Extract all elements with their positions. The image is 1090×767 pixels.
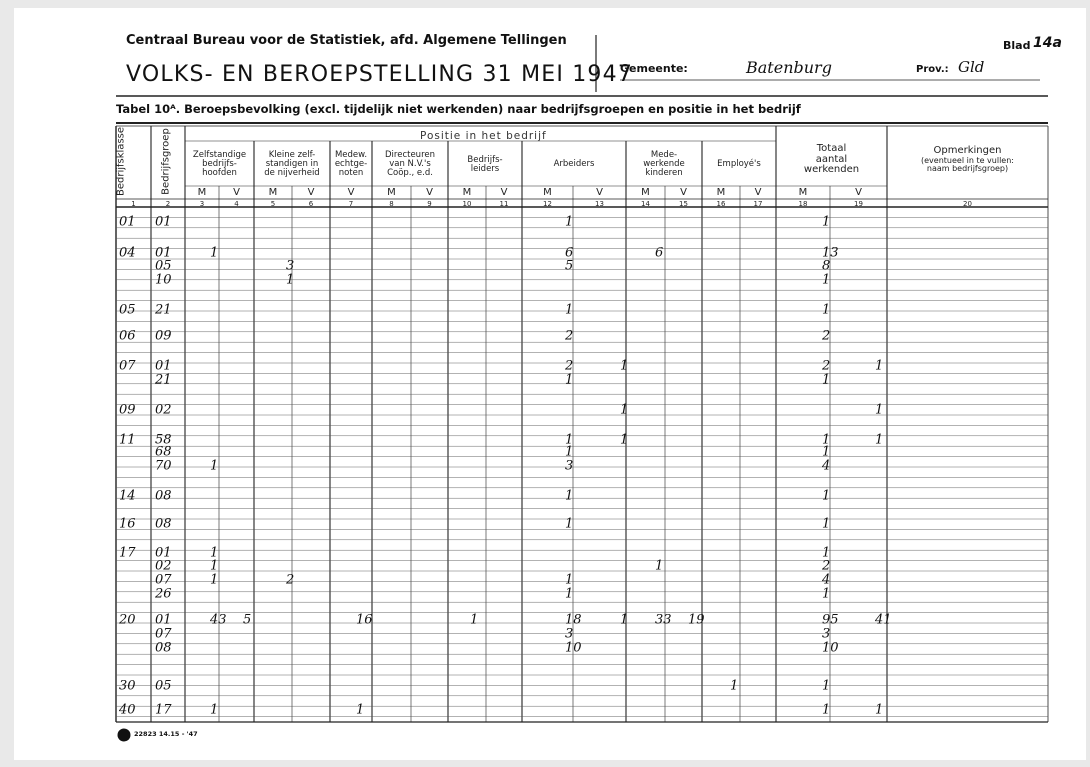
kleine-zelfstandigen-header — [254, 143, 330, 186]
bedrijfsklasse-value: 16 — [119, 516, 136, 532]
column-number: 6 — [308, 200, 314, 208]
header-line: kinderen — [645, 167, 683, 178]
column-number: 18 — [798, 200, 808, 208]
directeuren-header — [372, 143, 448, 186]
bedrijfsgroep-value: 07 — [155, 626, 172, 642]
prov-label: Prov.: — [916, 64, 949, 75]
header-line: naam bedrijfsgroep) — [926, 164, 1009, 174]
bedrijfsklasse-header: Bedrijfsklasse — [115, 126, 127, 197]
header-line: bedrijfs- — [202, 159, 237, 170]
count-value-c12: 2 — [565, 358, 574, 374]
gender-label: M — [543, 187, 552, 198]
count-value-c12: 3 — [565, 626, 574, 642]
header-line: van N.V.'s — [389, 159, 431, 170]
header-line: Mede- — [650, 150, 678, 161]
header-line: Medew. — [334, 150, 368, 161]
medewerkende-echtgenoten-header — [330, 143, 372, 186]
count-value-c18: 4 — [822, 572, 831, 588]
bureau-name: Centraal Bureau voor de Statistiek, afd. Algemene Tellingen — [126, 33, 567, 48]
bedrijfsklasse-value: 06 — [119, 328, 136, 344]
column-number: 19 — [854, 200, 863, 208]
bedrijfsgroep-value: 01 — [155, 214, 172, 230]
count-value-c12: 5 — [565, 258, 574, 274]
bedrijfsgroep-value: 08 — [155, 488, 172, 504]
header-line: Bedrijfs- — [467, 154, 503, 165]
header-line: de nijverheid — [264, 167, 320, 178]
table-title: Tabel 10ᴬ. Beroepsbevolking (excl. tijdelijk niet werkenden) naar bedrijfsgroepen en positie in het bedrijf — [116, 102, 801, 116]
header-line: Zelfstandige — [192, 150, 247, 161]
bedrijfsgroep-value: 58 — [155, 432, 172, 448]
count-value-c12: 1 — [565, 516, 574, 532]
count-value-c13: 1 — [620, 358, 629, 374]
header-line: standigen in — [265, 159, 319, 170]
header-line: Arbeiders — [553, 159, 595, 170]
bedrijfsgroep-value: 09 — [155, 328, 172, 344]
count-value-c18: 1 — [822, 516, 831, 532]
count-value-c12: 1 — [565, 302, 574, 318]
count-value-c19: 1 — [875, 432, 884, 448]
column-number: 7 — [348, 200, 354, 208]
bedrijfsgroep-value: 05 — [155, 258, 172, 274]
bedrijfsgroep-value: 17 — [155, 702, 172, 718]
count-value-c3: 43 — [210, 612, 227, 628]
bedrijfsgroep-header: Bedrijfsgroep — [160, 128, 172, 195]
form-title: VOLKS- EN BEROEPSTELLING 31 MEI 1947 — [126, 62, 634, 87]
bedrijfsgroep-value: 21 — [155, 302, 172, 318]
header-line: Totaal — [816, 143, 847, 155]
count-value-c18: 1 — [822, 214, 831, 230]
count-value-c5: 2 — [286, 572, 295, 588]
count-value-c3: 1 — [210, 458, 219, 474]
header-line: Kleine zelf- — [268, 150, 316, 161]
bedrijfsgroep-value: 08 — [155, 516, 172, 532]
column-number: 12 — [543, 200, 552, 208]
gender-label: V — [500, 187, 508, 198]
bedrijfsgroep-value: 70 — [155, 458, 172, 474]
printer-logo-icon — [117, 728, 131, 742]
column-number: 3 — [199, 200, 205, 208]
gemeente-value: Batenburg — [746, 58, 832, 77]
count-value-c18: 2 — [822, 328, 831, 344]
bedrijfsklasse-value: 04 — [119, 245, 136, 261]
count-value-c18: 1 — [822, 586, 831, 602]
count-value-c12: 1 — [565, 372, 574, 388]
count-value-c3: 1 — [210, 558, 219, 574]
count-value-c12: 1 — [565, 214, 574, 230]
count-value-c12: 2 — [565, 328, 574, 344]
count-value-c5: 3 — [286, 258, 295, 274]
count-value-c12: 3 — [565, 458, 574, 474]
count-value-c4: 5 — [243, 612, 252, 628]
header-line: Coöp., e.d. — [387, 167, 433, 178]
count-value-c18: 1 — [822, 702, 831, 718]
gender-label: M — [641, 187, 650, 198]
header-line: leiders — [470, 163, 500, 174]
gender-label: V — [855, 187, 862, 198]
bedrijfsklasse-value: 11 — [119, 432, 136, 448]
header-line: Employé's — [717, 159, 761, 170]
count-value-c18: 1 — [822, 372, 831, 388]
count-value-c12: 1 — [565, 586, 574, 602]
gender-label: V — [754, 187, 762, 198]
blad-value: 14a — [1033, 35, 1062, 51]
gender-label: V — [307, 187, 315, 198]
gender-label: V — [596, 187, 603, 198]
count-value-c18: 10 — [822, 640, 839, 656]
gender-label: V — [426, 187, 433, 198]
count-value-c18: 1 — [822, 678, 831, 694]
column-number: 5 — [270, 200, 276, 208]
count-value-c5: 1 — [286, 272, 295, 288]
count-value-c14: 1 — [655, 558, 664, 574]
bedrijfsklasse-value: 01 — [119, 214, 136, 230]
count-value-c18: 3 — [822, 626, 831, 642]
bedrijfsgroep-value: 26 — [155, 586, 172, 602]
count-value-c3: 1 — [210, 572, 219, 588]
count-value-c15: 19 — [688, 612, 705, 628]
count-value-c16: 1 — [730, 678, 739, 694]
header-line: aantal — [815, 153, 848, 165]
column-number: 20 — [963, 200, 972, 208]
header-line: hoofden — [202, 167, 237, 178]
column-number: 1 — [131, 200, 136, 208]
header-line: werkende — [643, 159, 685, 170]
arbeiders-header — [522, 143, 626, 186]
column-number: 14 — [641, 200, 650, 208]
count-value-c12: 1 — [565, 444, 574, 460]
count-value-c13: 1 — [620, 432, 629, 448]
count-value-c18: 4 — [822, 458, 831, 474]
bedrijfsklasse-value: 05 — [119, 302, 136, 318]
count-value-c3: 1 — [210, 245, 219, 261]
column-number: 11 — [499, 200, 509, 208]
gender-label: M — [462, 187, 472, 198]
column-number: 10 — [462, 200, 472, 208]
column-number: 9 — [427, 200, 432, 208]
bedrijfsklasse-value: 20 — [119, 612, 136, 628]
gender-label: V — [347, 187, 355, 198]
gender-label: M — [387, 187, 396, 198]
count-value-c19: 1 — [875, 402, 884, 418]
bedrijfsgroep-value: 01 — [155, 612, 172, 628]
bedrijfsgroep-value: 01 — [155, 545, 172, 561]
bedrijfsgroep-value: 01 — [155, 358, 172, 374]
count-value-c18: 1 — [822, 272, 831, 288]
column-number: 8 — [389, 200, 394, 208]
gemeente-label: Gemeente: — [620, 62, 688, 75]
count-value-c12: 1 — [565, 488, 574, 504]
column-number: 15 — [679, 200, 688, 208]
count-value-c10: 1 — [470, 612, 479, 628]
medewerkende-kinderen-header — [626, 143, 702, 186]
bedrijfsklasse-value: 30 — [119, 678, 136, 694]
gender-label: M — [716, 187, 726, 198]
opmerkingen-header — [887, 134, 1048, 186]
header-line: Opmerkingen — [933, 145, 1002, 157]
count-value-c19: 1 — [875, 358, 884, 374]
gender-label: V — [680, 187, 687, 198]
count-value-c12: 10 — [565, 640, 582, 656]
bedrijfsgroep-value: 02 — [155, 402, 172, 418]
footer-code: 22823 14.15 - '47 — [134, 730, 198, 738]
column-number: 13 — [595, 200, 604, 208]
gender-label: V — [233, 187, 240, 198]
zelfstandige-header — [185, 143, 254, 186]
count-value-c19: 41 — [875, 612, 892, 628]
totaal-header — [776, 134, 887, 186]
count-value-c18: 1 — [822, 488, 831, 504]
count-value-c12: 1 — [565, 432, 574, 448]
employes-header — [702, 143, 776, 186]
gender-label: M — [268, 187, 278, 198]
column-number: 2 — [165, 200, 171, 208]
count-value-c18: 1 — [822, 444, 831, 460]
bedrijfsgroep-value: 68 — [155, 444, 172, 460]
count-value-c18: 95 — [822, 612, 839, 628]
bedrijfsgroep-value: 07 — [155, 572, 172, 588]
count-value-c14: 33 — [655, 612, 672, 628]
blad-label: Blad — [1003, 39, 1031, 52]
count-value-c3: 1 — [210, 545, 219, 561]
bedrijfsleiders-header — [448, 143, 522, 186]
count-value-c18: 1 — [822, 545, 831, 561]
gender-label: M — [798, 187, 808, 198]
bedrijfsklasse-value: 09 — [119, 402, 136, 418]
column-number: 4 — [234, 200, 239, 208]
count-value-c13: 1 — [620, 612, 629, 628]
column-number: 17 — [753, 200, 763, 208]
count-value-c12: 6 — [565, 245, 574, 261]
count-value-c18: 13 — [822, 245, 839, 261]
positie-header: Positie in het bedrijf — [420, 130, 547, 142]
count-value-c18: 8 — [822, 258, 831, 274]
count-value-c13: 1 — [620, 402, 629, 418]
header-line: (eventueel in te vullen: — [921, 155, 1014, 165]
prov-value: Gld — [958, 58, 985, 76]
count-value-c18: 1 — [822, 302, 831, 318]
bedrijfsklasse-value: 14 — [119, 488, 136, 504]
bedrijfsklasse-value: 17 — [119, 545, 136, 561]
column-number: 16 — [716, 200, 726, 208]
count-value-c7: 16 — [356, 612, 373, 628]
count-value-c3: 1 — [210, 702, 219, 718]
count-value-c12: 1 — [565, 572, 574, 588]
header-line: werkenden — [803, 164, 860, 176]
bedrijfsgroep-value: 21 — [155, 372, 172, 388]
bedrijfsgroep-value: 08 — [155, 640, 172, 656]
header-line: Directeuren — [385, 150, 435, 161]
bedrijfsklasse-value: 07 — [119, 358, 136, 374]
header-line: echtge- — [334, 159, 368, 170]
count-value-c12: 18 — [565, 612, 582, 628]
bedrijfsgroep-value: 10 — [155, 272, 172, 288]
count-value-c14: 6 — [655, 245, 664, 261]
bedrijfsgroep-value: 01 — [155, 245, 172, 261]
count-value-c7: 1 — [356, 702, 365, 718]
gender-label: M — [197, 187, 207, 198]
bedrijfsgroep-value: 02 — [155, 558, 172, 574]
count-value-c18: 2 — [822, 358, 831, 374]
bedrijfsklasse-value: 40 — [119, 702, 136, 718]
header-line: noten — [338, 167, 364, 178]
count-value-c19: 1 — [875, 702, 884, 718]
count-value-c18: 2 — [822, 558, 831, 574]
bedrijfsgroep-value: 05 — [155, 678, 172, 694]
count-value-c18: 1 — [822, 432, 831, 448]
